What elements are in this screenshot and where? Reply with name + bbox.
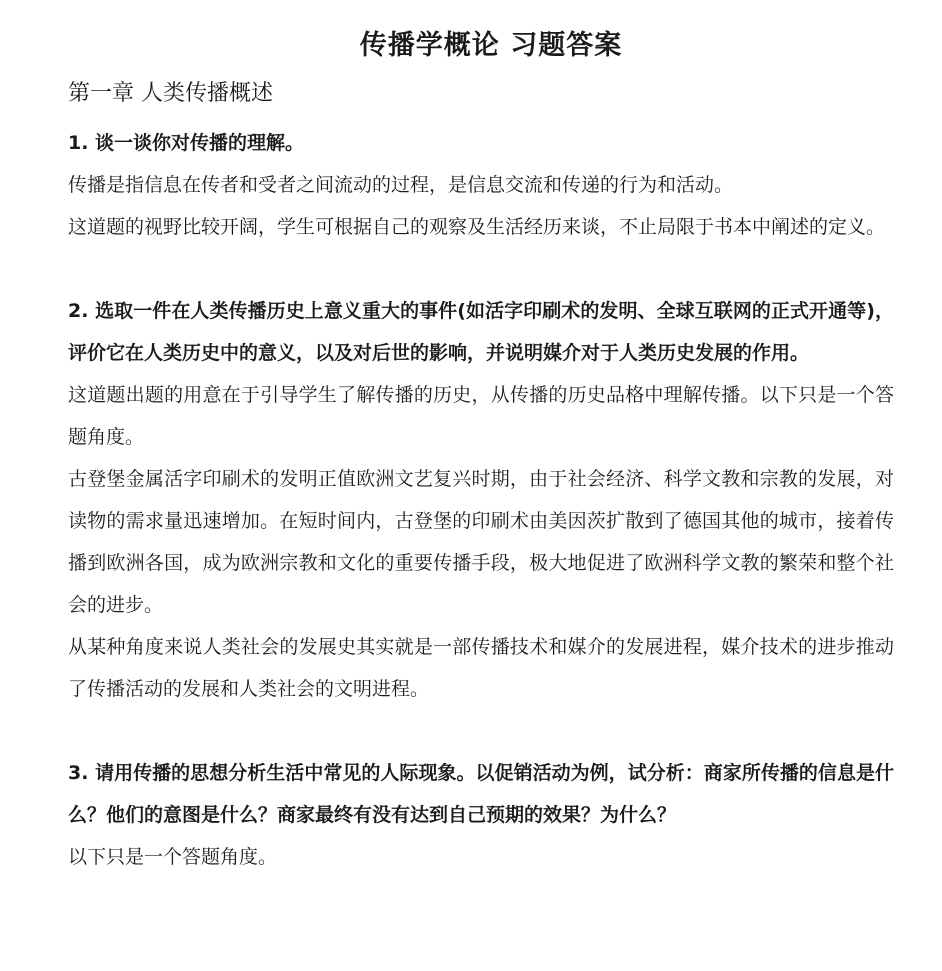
answer-paragraph: 这道题的视野比较开阔，学生可根据自己的观察及生活经历来谈，不止局限于书本中阐述的定义。 bbox=[68, 216, 886, 238]
answer-paragraph: 传播是指信息在传者和受者之间流动的过程，是信息交流和传递的行为和活动。 bbox=[68, 174, 734, 196]
section-spacer bbox=[68, 248, 894, 290]
chapter-heading: 第一章 人类传播概述 bbox=[68, 81, 273, 106]
question-2-section bbox=[68, 290, 894, 710]
answer-paragraph: 古登堡金属活字印刷术的发明正值欧洲文艺复兴时期，由于社会经济、科学文教和宗教的发展，对读物的需求量迅速增加。在短时间内，古登堡的印刷术由美因茨扩散到了德国其他的城市，接着传播到欧洲各国，成为欧洲宗教和文化的重要传播手段，极大地促进了欧洲科学文教的繁荣和整个社会的进步。 bbox=[68, 468, 894, 616]
question-3: 3. 请用传播的思想分析生活中常见的人际现象。以促销活动为例，试分析：商家所传播的信息是什么？他们的意图是什么？商家最终有没有达到自己预期的效果？为什么？ bbox=[68, 762, 894, 826]
question-2: 2. 选取一件在人类传播历史上意义重大的事件(如活字印刷术的发明、全球互联网的正式开通等)，评价它在人类历史中的意义，以及对后世的影响，并说明媒介对于人类历史发展的作用。 bbox=[68, 300, 894, 364]
question-1-section bbox=[68, 122, 894, 248]
document-page bbox=[68, 26, 894, 878]
question-1: 1. 谈一谈你对传播的理解。 bbox=[68, 132, 305, 154]
answer-paragraph: 这道题出题的用意在于引导学生了解传播的历史，从传播的历史品格中理解传播。以下只是一个答题角度。 bbox=[68, 384, 894, 448]
answer-paragraph: 从某种角度来说人类社会的发展史其实就是一部传播技术和媒介的发展进程，媒介技术的进步推动了传播活动的发展和人类社会的文明进程。 bbox=[68, 636, 894, 700]
question-3-section bbox=[68, 752, 894, 878]
document-title: 传播学概论 习题答案 bbox=[359, 30, 623, 61]
section-spacer bbox=[68, 710, 894, 752]
answer-paragraph: 以下只是一个答题角度。 bbox=[68, 846, 278, 868]
